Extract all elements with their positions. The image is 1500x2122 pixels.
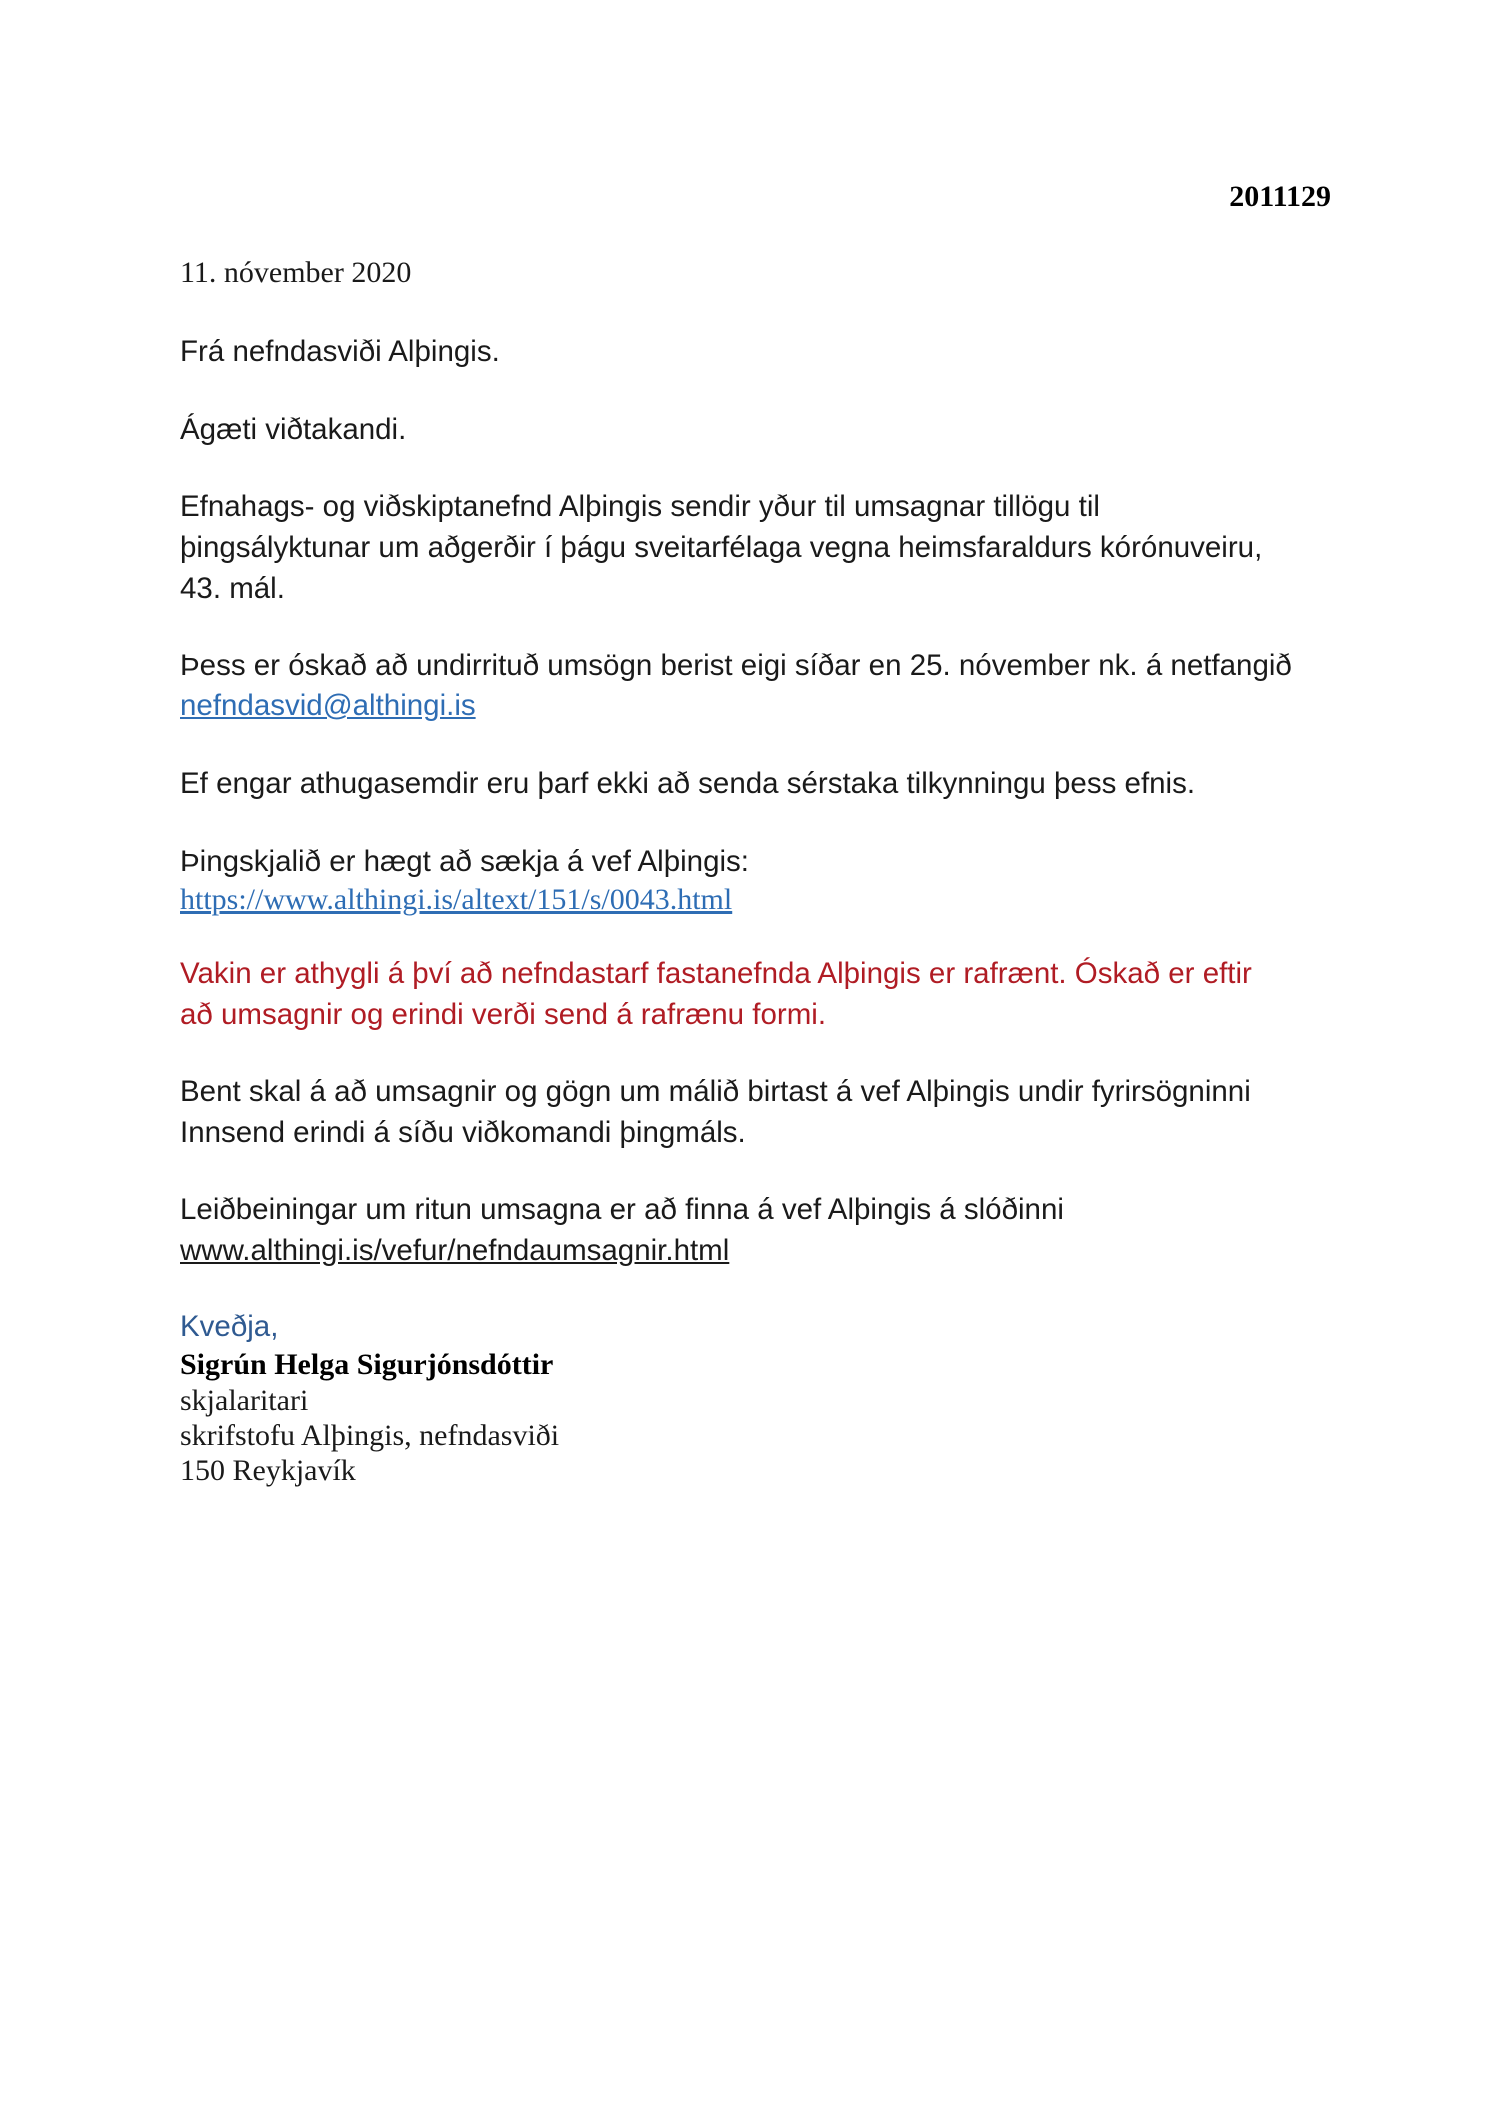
- letter-date: 11. nóvember 2020: [180, 256, 412, 289]
- paragraph-1-line-2: þingsályktunar um aðgerðir í þágu sveitarfélaga vegna heimsfaraldurs kórónuveiru,: [180, 531, 1263, 564]
- notice-line-1: Vakin er athygli á því að nefndastarf fastanefnda Alþingis er rafrænt. Óskað er eftir: [180, 957, 1252, 990]
- signature-city: 150 Reykjavík: [180, 1454, 356, 1487]
- document-link[interactable]: https://www.althingi.is/altext/151/s/0043.html: [180, 883, 733, 916]
- notice-line-2: að umsagnir og erindi verði send á rafrænu formi.: [180, 998, 827, 1031]
- paragraph-1-line-1: Efnahags- og viðskiptanefnd Alþingis sendir yður til umsagnar tillögu til: [180, 490, 1100, 523]
- salutation: Ágæti viðtakandi.: [180, 413, 407, 446]
- paragraph-1-line-3: 43. mál.: [180, 572, 285, 605]
- signature-office: skrifstofu Alþingis, nefndasviði: [180, 1419, 560, 1452]
- email-link[interactable]: nefndasvid@althingi.is: [180, 689, 476, 722]
- paragraph-6-line-1: Leiðbeiningar um ritun umsagna er að finna á vef Alþingis á slóðinni: [180, 1193, 1064, 1226]
- closing: Kveðja,: [180, 1310, 279, 1343]
- paragraph-4-line-1: Þingskjalið er hægt að sækja á vef Alþingis:: [180, 845, 749, 878]
- paragraph-5-line-1: Bent skal á að umsagnir og gögn um málið birtast á vef Alþingis undir fyrirsögninni: [180, 1075, 1251, 1108]
- signature-title: skjalaritari: [180, 1384, 309, 1417]
- sender-line: Frá nefndasviði Alþingis.: [180, 335, 500, 368]
- signature-name: Sigrún Helga Sigurjónsdóttir: [180, 1348, 554, 1381]
- paragraph-5-line-2: Innsend erindi á síðu viðkomandi þingmáls.: [180, 1116, 746, 1149]
- paragraph-3: Ef engar athugasemdir eru þarf ekki að senda sérstaka tilkynningu þess efnis.: [180, 767, 1196, 800]
- paragraph-2-line-1: Þess er óskað að undirrituð umsögn berist eigi síðar en 25. nóvember nk. á netfangið: [180, 649, 1292, 682]
- guidelines-link[interactable]: www.althingi.is/vefur/nefndaumsagnir.html: [180, 1234, 730, 1267]
- reference-number: 2011129: [1229, 180, 1331, 213]
